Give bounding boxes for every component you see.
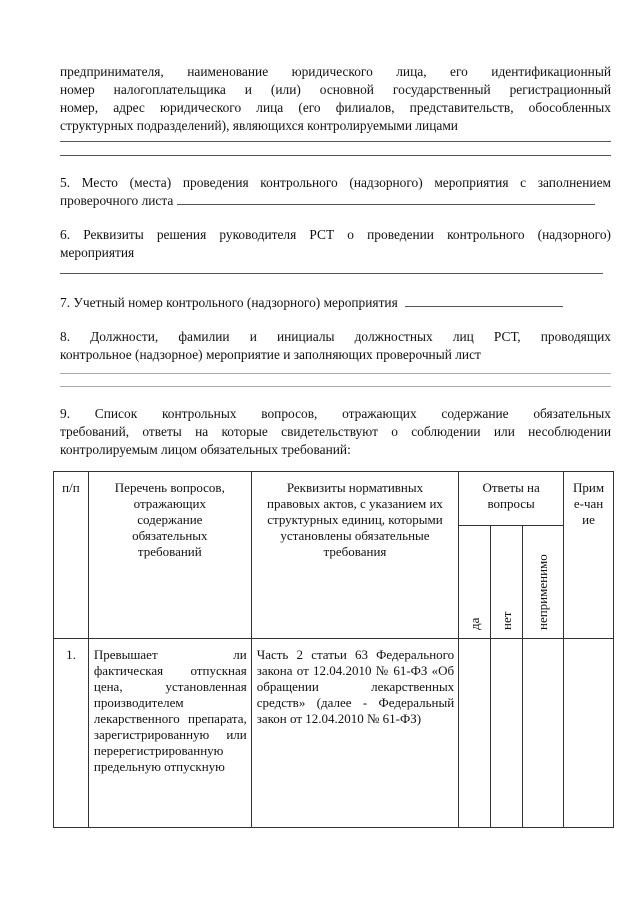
item-5 [60, 174, 611, 210]
table-row [54, 639, 614, 828]
item-9-line2: требований, ответы на которые свидетельствуют о соблюдении или несоблюдении [60, 424, 611, 439]
item-6-line1: 6. Реквизиты решения руководителя РСТ о проведении контрольного (надзорного) [60, 227, 611, 242]
intro-line: предпринимателя, наименование юридического лица, его идентификационный [60, 64, 611, 79]
item-6 [60, 226, 611, 262]
answer-no-cell[interactable] [491, 639, 523, 828]
row-question-cell [88, 639, 251, 828]
header-yes: да [466, 617, 482, 630]
item-6-fill-line[interactable] [60, 273, 603, 274]
header-answers: Ответы на вопросы [459, 472, 564, 526]
item-5-fill-line[interactable] [177, 192, 595, 205]
header-yes-cell [459, 526, 491, 639]
fill-line[interactable] [60, 155, 611, 156]
item-6-line2: мероприятия [60, 245, 135, 260]
checklist-table [53, 471, 614, 828]
row-num: 1. [54, 639, 89, 828]
header-requisites: Реквизиты нормативных правовых актов, с указанием их структурных единиц, которыми установлены обязательные требования [251, 472, 458, 639]
header-no-cell [491, 526, 523, 639]
header-questions: Перечень вопросов, отражающих содержание обязательных требований [88, 472, 251, 639]
row-question: Превышает ли фактическая отпускная цена, установленная производителем лекарственного препарата, зарегистрированную или перерегистрированную предельную отпускную [93, 647, 247, 774]
fill-line[interactable] [60, 141, 611, 142]
intro-line: номер, адрес юридического лица (его филиалов, представительств, обособленных [60, 100, 611, 115]
item-9 [60, 405, 611, 459]
item-5-label: проверочного листа [60, 193, 174, 208]
header-na-cell [523, 526, 564, 639]
item-8 [60, 328, 611, 364]
item-8-line1: 8. Должности, фамилии и инициалы должностных лиц РСТ, проводящих [60, 329, 611, 344]
intro-paragraph [60, 63, 611, 135]
fill-line[interactable] [60, 386, 611, 387]
item-7-label: 7. Учетный номер контрольного (надзорного) мероприятия [60, 295, 398, 310]
header-notes: Приме-чание [564, 472, 614, 639]
row-requisite-cell [251, 639, 458, 828]
header-no: нет [498, 611, 514, 630]
header-num: п/п [54, 472, 89, 639]
item-5-line2 [60, 192, 611, 210]
item-7-fill-line[interactable] [405, 294, 563, 307]
item-9-line3: контролируемым лицом обязательных требований: [60, 442, 351, 457]
fill-line[interactable] [60, 373, 611, 374]
intro-line: номер налогоплательщика и (или) основной государственный регистрационный [60, 82, 611, 97]
answer-na-cell[interactable] [523, 639, 564, 828]
item-5-line1: 5. Место (места) проведения контрольного (надзорного) мероприятия с заполнением [60, 175, 611, 190]
item-7 [60, 294, 611, 312]
table-header-row [54, 472, 614, 526]
intro-line: структурных подразделений), являющихся контролируемыми лицами [60, 118, 458, 133]
item-7-line [60, 294, 611, 312]
item-9-line1: 9. Список контрольных вопросов, отражающих содержание обязательных [60, 406, 611, 421]
row-requisite: Часть 2 статьи 63 Федерального закона от 12.04.2010 № 61-ФЗ «Об обращении лекарственных средств» (далее - Федеральный закон от 12.04.2010 № 61-ФЗ) [256, 647, 455, 726]
item-8-line2: контрольное (надзорное) мероприятие и заполняющих проверочный лист [60, 347, 481, 362]
header-na: неприменимо [535, 554, 551, 630]
answer-yes-cell[interactable] [459, 639, 491, 828]
note-cell[interactable] [564, 639, 614, 828]
